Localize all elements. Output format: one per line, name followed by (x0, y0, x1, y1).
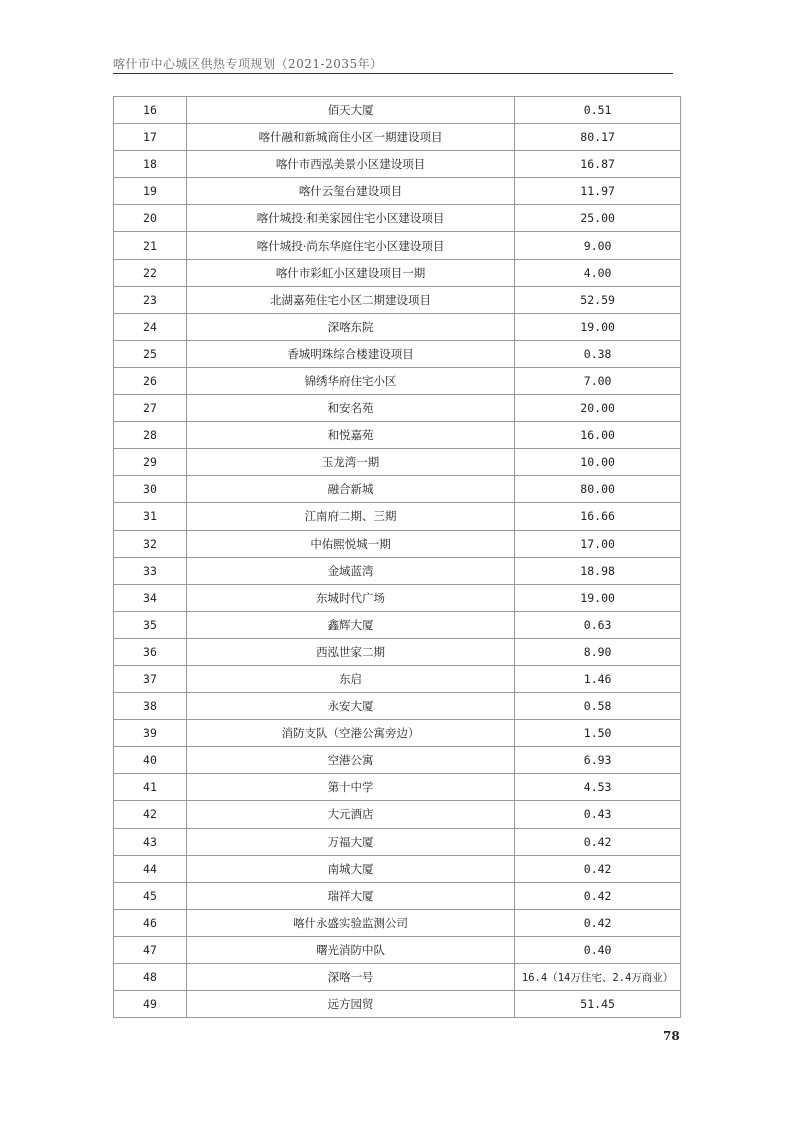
table-row (114, 909, 681, 936)
project-name-cell: 香城明珠综合楼建设项目 (186, 340, 514, 367)
table-row (114, 611, 681, 638)
value-cell: 1.50 (515, 720, 681, 747)
row-number-cell: 38 (114, 693, 187, 720)
row-number-cell: 22 (114, 259, 187, 286)
value-cell: 19.00 (515, 313, 681, 340)
row-number-cell: 40 (114, 747, 187, 774)
table-row (114, 801, 681, 828)
value-cell: 4.00 (515, 259, 681, 286)
value-cell: 0.40 (515, 936, 681, 963)
value-cell: 4.53 (515, 774, 681, 801)
page-number: 78 (663, 1029, 680, 1043)
project-name-cell: 空港公寓 (186, 747, 514, 774)
running-header: 喀什市中心城区供热专项规划（2021-2035年） (113, 57, 383, 71)
value-cell: 80.17 (515, 124, 681, 151)
project-name-cell: 北湖嘉苑住宅小区二期建设项目 (186, 286, 514, 313)
row-number-cell: 49 (114, 991, 187, 1018)
value-cell: 52.59 (515, 286, 681, 313)
row-number-cell: 17 (114, 124, 187, 151)
table-row (114, 97, 681, 124)
project-name-cell: 佰天大厦 (186, 97, 514, 124)
project-name-cell: 第十中学 (186, 774, 514, 801)
table-row (114, 584, 681, 611)
value-cell: 80.00 (515, 476, 681, 503)
row-number-cell: 41 (114, 774, 187, 801)
table-row (114, 151, 681, 178)
row-number-cell: 42 (114, 801, 187, 828)
project-name-cell: 融合新城 (186, 476, 514, 503)
value-cell: 0.42 (515, 882, 681, 909)
project-name-cell: 和安名苑 (186, 395, 514, 422)
table-row (114, 449, 681, 476)
project-name-cell: 永安大厦 (186, 693, 514, 720)
table-row (114, 259, 681, 286)
row-number-cell: 39 (114, 720, 187, 747)
table-row (114, 503, 681, 530)
table-row (114, 638, 681, 665)
table-row (114, 882, 681, 909)
row-number-cell: 27 (114, 395, 187, 422)
value-cell: 16.00 (515, 422, 681, 449)
row-number-cell: 32 (114, 530, 187, 557)
table-row (114, 557, 681, 584)
row-number-cell: 31 (114, 503, 187, 530)
row-number-cell: 29 (114, 449, 187, 476)
value-cell: 16.66 (515, 503, 681, 530)
project-name-cell: 喀什城投·尚东华庭住宅小区建设项目 (186, 232, 514, 259)
table-row (114, 774, 681, 801)
value-cell: 0.42 (515, 828, 681, 855)
table-row (114, 747, 681, 774)
row-number-cell: 48 (114, 964, 187, 991)
value-cell: 0.38 (515, 340, 681, 367)
project-name-cell: 万福大厦 (186, 828, 514, 855)
project-name-cell: 鑫辉大厦 (186, 611, 514, 638)
value-cell: 0.42 (515, 855, 681, 882)
value-cell: 0.42 (515, 909, 681, 936)
row-number-cell: 26 (114, 367, 187, 394)
project-name-cell: 消防支队（空港公寓旁边） (186, 720, 514, 747)
value-cell: 0.51 (515, 97, 681, 124)
project-name-cell: 瑞祥大厦 (186, 882, 514, 909)
value-cell: 51.45 (515, 991, 681, 1018)
row-number-cell: 37 (114, 665, 187, 692)
row-number-cell: 47 (114, 936, 187, 963)
table-row (114, 828, 681, 855)
row-number-cell: 43 (114, 828, 187, 855)
project-name-cell: 喀什城投·和美家园住宅小区建设项目 (186, 205, 514, 232)
project-name-cell: 深喀一号 (186, 964, 514, 991)
table-row (114, 286, 681, 313)
table-row (114, 991, 681, 1018)
row-number-cell: 30 (114, 476, 187, 503)
value-cell: 0.58 (515, 693, 681, 720)
row-number-cell: 18 (114, 151, 187, 178)
table-row (114, 367, 681, 394)
row-number-cell: 35 (114, 611, 187, 638)
row-number-cell: 34 (114, 584, 187, 611)
row-number-cell: 25 (114, 340, 187, 367)
project-name-cell: 江南府二期、三期 (186, 503, 514, 530)
project-name-cell: 大元酒店 (186, 801, 514, 828)
value-cell: 1.46 (515, 665, 681, 692)
table-row (114, 395, 681, 422)
table-row (114, 313, 681, 340)
value-cell: 25.00 (515, 205, 681, 232)
table-row (114, 340, 681, 367)
project-name-cell: 玉龙湾一期 (186, 449, 514, 476)
row-number-cell: 24 (114, 313, 187, 340)
project-name-cell: 喀什市彩虹小区建设项目一期 (186, 259, 514, 286)
value-cell: 19.00 (515, 584, 681, 611)
project-name-cell: 东启 (186, 665, 514, 692)
project-name-cell: 喀什永盛实验监测公司 (186, 909, 514, 936)
row-number-cell: 23 (114, 286, 187, 313)
value-cell: 18.98 (515, 557, 681, 584)
project-name-cell: 南城大厦 (186, 855, 514, 882)
value-cell: 0.63 (515, 611, 681, 638)
row-number-cell: 21 (114, 232, 187, 259)
table-row (114, 205, 681, 232)
table-row (114, 693, 681, 720)
table-row (114, 232, 681, 259)
project-table (113, 96, 681, 1018)
value-cell: 8.90 (515, 638, 681, 665)
project-name-cell: 锦绣华府住宅小区 (186, 367, 514, 394)
table-row (114, 530, 681, 557)
table-row (114, 936, 681, 963)
value-cell: 7.00 (515, 367, 681, 394)
value-cell: 16.87 (515, 151, 681, 178)
table-row (114, 964, 681, 991)
project-name-cell: 喀什市西泓美景小区建设项目 (186, 151, 514, 178)
value-cell: 6.93 (515, 747, 681, 774)
project-name-cell: 深喀东院 (186, 313, 514, 340)
table-row (114, 720, 681, 747)
row-number-cell: 45 (114, 882, 187, 909)
value-cell: 0.43 (515, 801, 681, 828)
value-cell: 11.97 (515, 178, 681, 205)
row-number-cell: 20 (114, 205, 187, 232)
table-row (114, 665, 681, 692)
value-cell: 17.00 (515, 530, 681, 557)
value-cell: 20.00 (515, 395, 681, 422)
project-name-cell: 中佑熙悦城一期 (186, 530, 514, 557)
table-row (114, 476, 681, 503)
project-name-cell: 金域蓝湾 (186, 557, 514, 584)
row-number-cell: 19 (114, 178, 187, 205)
row-number-cell: 44 (114, 855, 187, 882)
header-rule (113, 73, 673, 74)
project-name-cell: 西泓世家二期 (186, 638, 514, 665)
table-row (114, 422, 681, 449)
row-number-cell: 33 (114, 557, 187, 584)
row-number-cell: 36 (114, 638, 187, 665)
value-cell: 16.4（14万住宅、2.4万商业） (515, 964, 681, 991)
project-name-cell: 喀什融和新城商住小区一期建设项目 (186, 124, 514, 151)
table-row (114, 855, 681, 882)
project-name-cell: 远方园贸 (186, 991, 514, 1018)
row-number-cell: 46 (114, 909, 187, 936)
table-row (114, 178, 681, 205)
project-name-cell: 东城时代广场 (186, 584, 514, 611)
table-row (114, 124, 681, 151)
project-name-cell: 和悦嘉苑 (186, 422, 514, 449)
row-number-cell: 16 (114, 97, 187, 124)
value-cell: 10.00 (515, 449, 681, 476)
project-name-cell: 喀什云玺台建设项目 (186, 178, 514, 205)
project-name-cell: 曙光消防中队 (186, 936, 514, 963)
row-number-cell: 28 (114, 422, 187, 449)
value-cell: 9.00 (515, 232, 681, 259)
